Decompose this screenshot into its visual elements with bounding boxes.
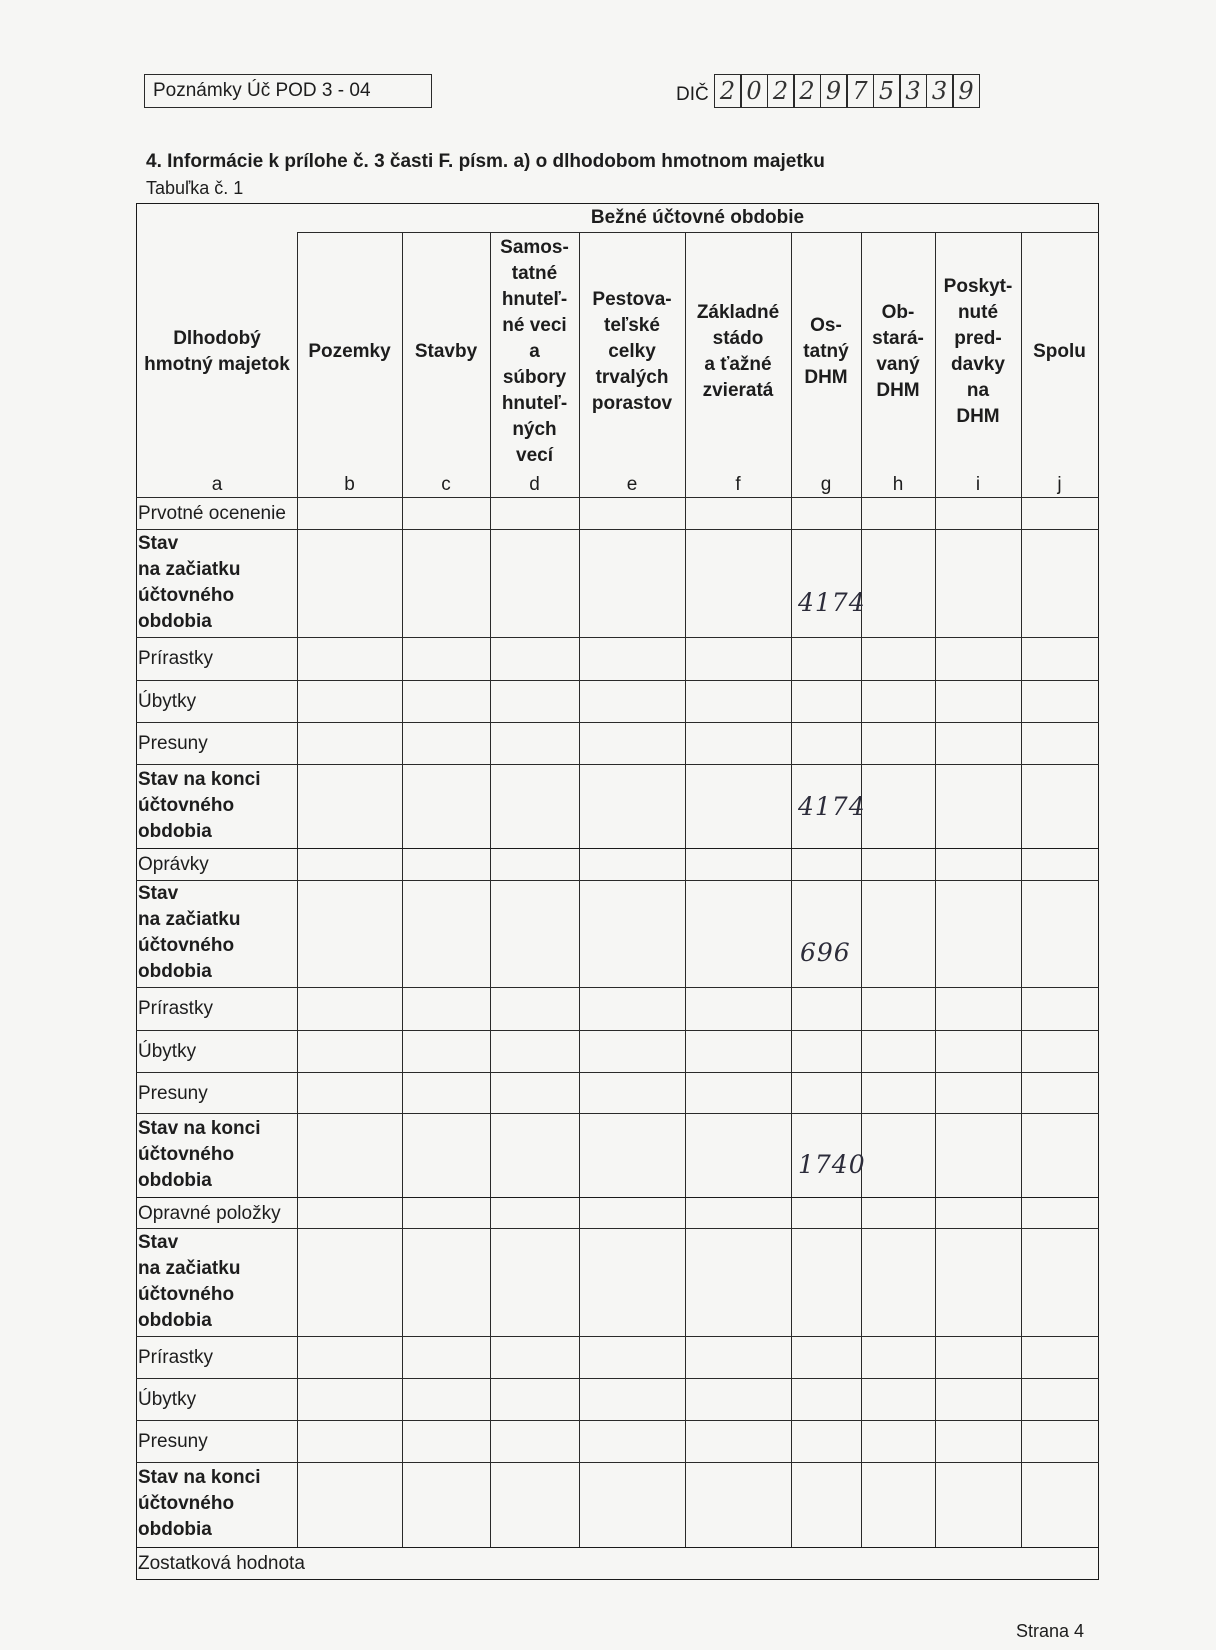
- col-header-b: Pozemky: [308, 341, 391, 362]
- dic-digit-3: 2: [767, 74, 795, 108]
- section-title-prvotne-ocenenie: Prvotné ocenenie: [138, 503, 286, 524]
- dic-digit-10: 9: [952, 74, 980, 108]
- col-letter-i: i: [975, 474, 981, 495]
- row-presuny: Presuny: [138, 1083, 208, 1104]
- dic-digit-8: 3: [899, 74, 927, 108]
- page-number: Strana 4: [1016, 1621, 1085, 1641]
- dic-digit-7: 5: [873, 74, 901, 108]
- col-letter-g: g: [820, 474, 832, 495]
- form-code-box: Poznámky Úč POD 3 - 04: [144, 74, 432, 108]
- row-zostatkova-hodnota: Zostatková hodnota: [138, 1553, 305, 1574]
- section-title: 4. Informácie k prílohe č. 3 časti F. písm. a) o dlhodobom hmotnom majetku: [146, 151, 825, 172]
- row-prirastky: Prírastky: [138, 998, 213, 1019]
- handwritten-value: 1740: [798, 1150, 866, 1179]
- row-header: Dlhodobý hmotný majetok: [144, 328, 290, 375]
- handwritten-value: 696: [800, 938, 851, 967]
- col-letter-f: f: [735, 474, 741, 495]
- col-letter-a: a: [211, 474, 223, 495]
- row-ubytky: Úbytky: [138, 691, 197, 712]
- row-ubytky: Úbytky: [138, 1041, 197, 1062]
- row-presuny: Presuny: [138, 1431, 208, 1452]
- col-letter-d: d: [529, 474, 540, 495]
- dic-digit-9: 3: [926, 74, 954, 108]
- dic-label: DIČ: [676, 84, 709, 105]
- row-prirastky: Prírastky: [138, 648, 213, 669]
- section-title-opravne-polozky: Opravné položky: [138, 1203, 281, 1224]
- col-header-f: Základné stádo a ťažné zvieratá: [696, 302, 780, 401]
- col-letter-e: e: [626, 474, 638, 495]
- col-header-j: Spolu: [1033, 341, 1086, 362]
- col-letter-c: c: [441, 474, 451, 495]
- row-prirastky: Prírastky: [138, 1347, 213, 1368]
- dic-digit-1: 2: [714, 74, 742, 108]
- handwritten-value: 4174: [798, 588, 866, 617]
- dic-digit-5: 9: [820, 74, 848, 108]
- period-header: Bežné účtovné obdobie: [590, 206, 805, 228]
- col-header-c: Stavby: [414, 341, 478, 362]
- row-stav-koniec: Stav na konci účtovného obdobia: [138, 769, 261, 842]
- col-letter-h: h: [892, 474, 904, 495]
- col-header-g: Os- tatný DHM: [803, 315, 849, 388]
- row-ubytky: Úbytky: [138, 1389, 197, 1410]
- row-stav-zaciatok: Stav na začiatku účtovného obdobia: [138, 883, 241, 982]
- section-title-opravky: Oprávky: [138, 854, 209, 875]
- col-letter-b: b: [344, 474, 355, 495]
- dic-digit-2: 0: [740, 74, 768, 108]
- row-stav-koniec: Stav na konci účtovného obdobia: [138, 1118, 261, 1191]
- row-stav-zaciatok: Stav na začiatku účtovného obdobia: [138, 533, 241, 632]
- row-stav-zaciatok: Stav na začiatku účtovného obdobia: [138, 1232, 241, 1331]
- handwritten-value: 4174: [798, 792, 866, 821]
- dic-digit-6: 7: [846, 74, 874, 108]
- col-header-d: Samos- tatné hnuteľ- né veci a súbory hnuteľ- ných vecí: [500, 237, 569, 466]
- dic-digit-4: 2: [793, 74, 821, 108]
- table-label: Tabuľka č. 1: [146, 178, 244, 198]
- row-presuny: Presuny: [138, 733, 208, 754]
- col-header-e: Pestova- teľské celky trvalých porastov: [591, 289, 673, 414]
- col-header-h: Ob- stará- vaný DHM: [872, 302, 924, 401]
- row-stav-koniec: Stav na konci účtovného obdobia: [138, 1467, 261, 1540]
- col-letter-j: j: [1057, 474, 1062, 495]
- col-header-i: Poskyt- nuté pred- davky na DHM: [943, 276, 1013, 427]
